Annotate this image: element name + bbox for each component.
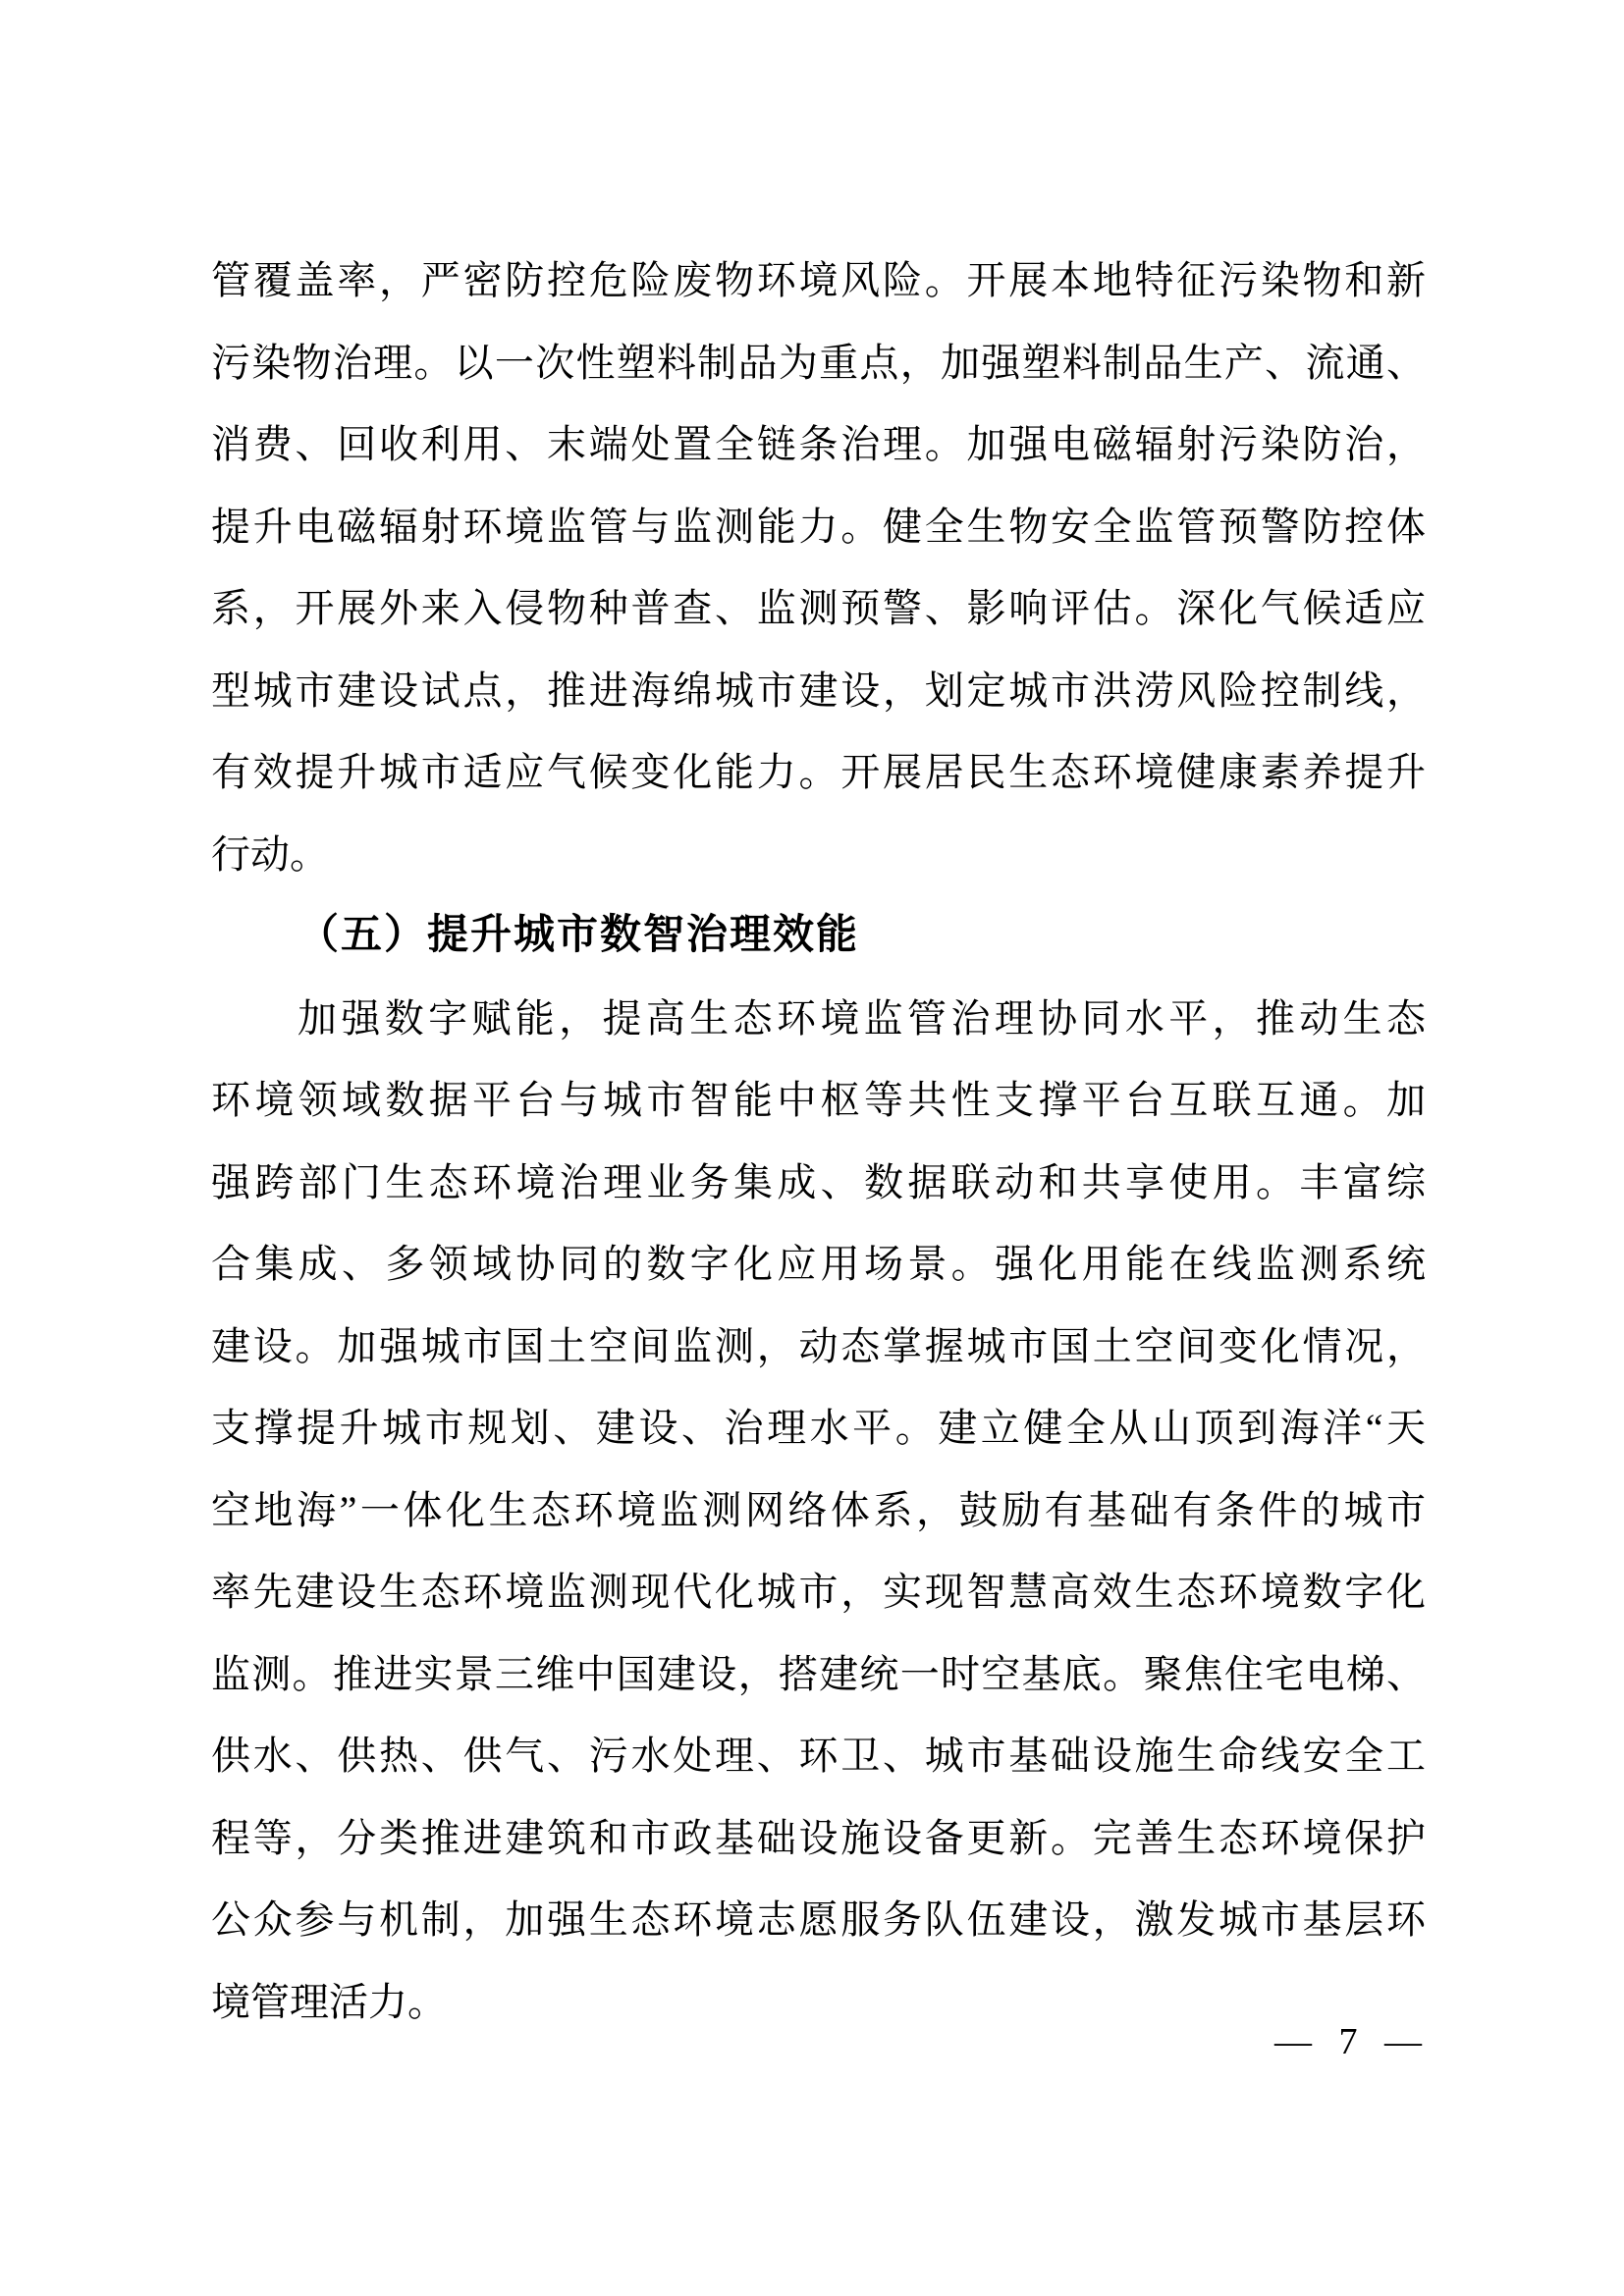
document-body	[211, 240, 1426, 2043]
text-line: 行动。	[211, 831, 329, 877]
text-line: 建设。加强城市国土空间监测，动态掌握城市国土空间变化情况，	[211, 1323, 1426, 1368]
text-line: 消费、回收利用、末端处置全链条治理。加强电磁辐射污染防治，	[211, 422, 1426, 466]
text-line: 环境领域数据平台与城市智能中枢等共性支撑平台互联互通。加	[211, 1078, 1426, 1122]
page-number: — 7 —	[1274, 2021, 1422, 2062]
text-line: 率先建设生态环境监测现代化城市，实现智慧高效生态环境数字化	[211, 1570, 1426, 1614]
text-line: 境管理活力。	[211, 1979, 447, 2024]
section-heading: （五）提升城市数智治理效能	[298, 913, 860, 958]
text-line: 型城市建设试点，推进海绵城市建设，划定城市洪涝风险控制线，	[211, 667, 1426, 713]
text-line: 空地海”一体化生态环境监测网络体系，鼓励有基础有条件的城市	[211, 1487, 1426, 1532]
text-line: 合集成、多领域协同的数字化应用场景。强化用能在线监测系统	[211, 1242, 1426, 1286]
text-line: 污染物治理。以一次性塑料制品为重点，加强塑料制品生产、流通、	[211, 340, 1426, 385]
text-line: 强跨部门生态环境治理业务集成、数据联动和共享使用。丰富综	[211, 1159, 1426, 1204]
text-line: 支撑提升城市规划、建设、治理水平。建立健全从山顶到海洋“天	[211, 1406, 1426, 1450]
text-line: 提升电磁辐射环境监管与监测能力。健全生物安全监管预警防控体	[211, 504, 1426, 549]
text-line: 公众参与机制，加强生态环境志愿服务队伍建设，激发城市基层环	[211, 1897, 1426, 1942]
text-line: 管覆盖率，严密防控危险废物环境风险。开展本地特征污染物和新	[211, 258, 1426, 302]
text-line: 加强数字赋能，提高生态环境监管治理协同水平，推动生态	[298, 995, 1426, 1041]
text-line: 程等，分类推进建筑和市政基础设施设备更新。完善生态环境保护	[211, 1815, 1426, 1860]
text-line: 系，开展外来入侵物种普查、监测预警、影响评估。深化气候适应	[211, 586, 1426, 630]
text-line: 供水、供热、供气、污水处理、环卫、城市基础设施生命线安全工	[211, 1734, 1426, 1778]
text-line: 监测。推进实景三维中国建设，搭建统一时空基底。聚焦住宅电梯、	[211, 1651, 1426, 1696]
text-line: 有效提升城市适应气候变化能力。开展居民生态环境健康素养提升	[211, 750, 1426, 794]
